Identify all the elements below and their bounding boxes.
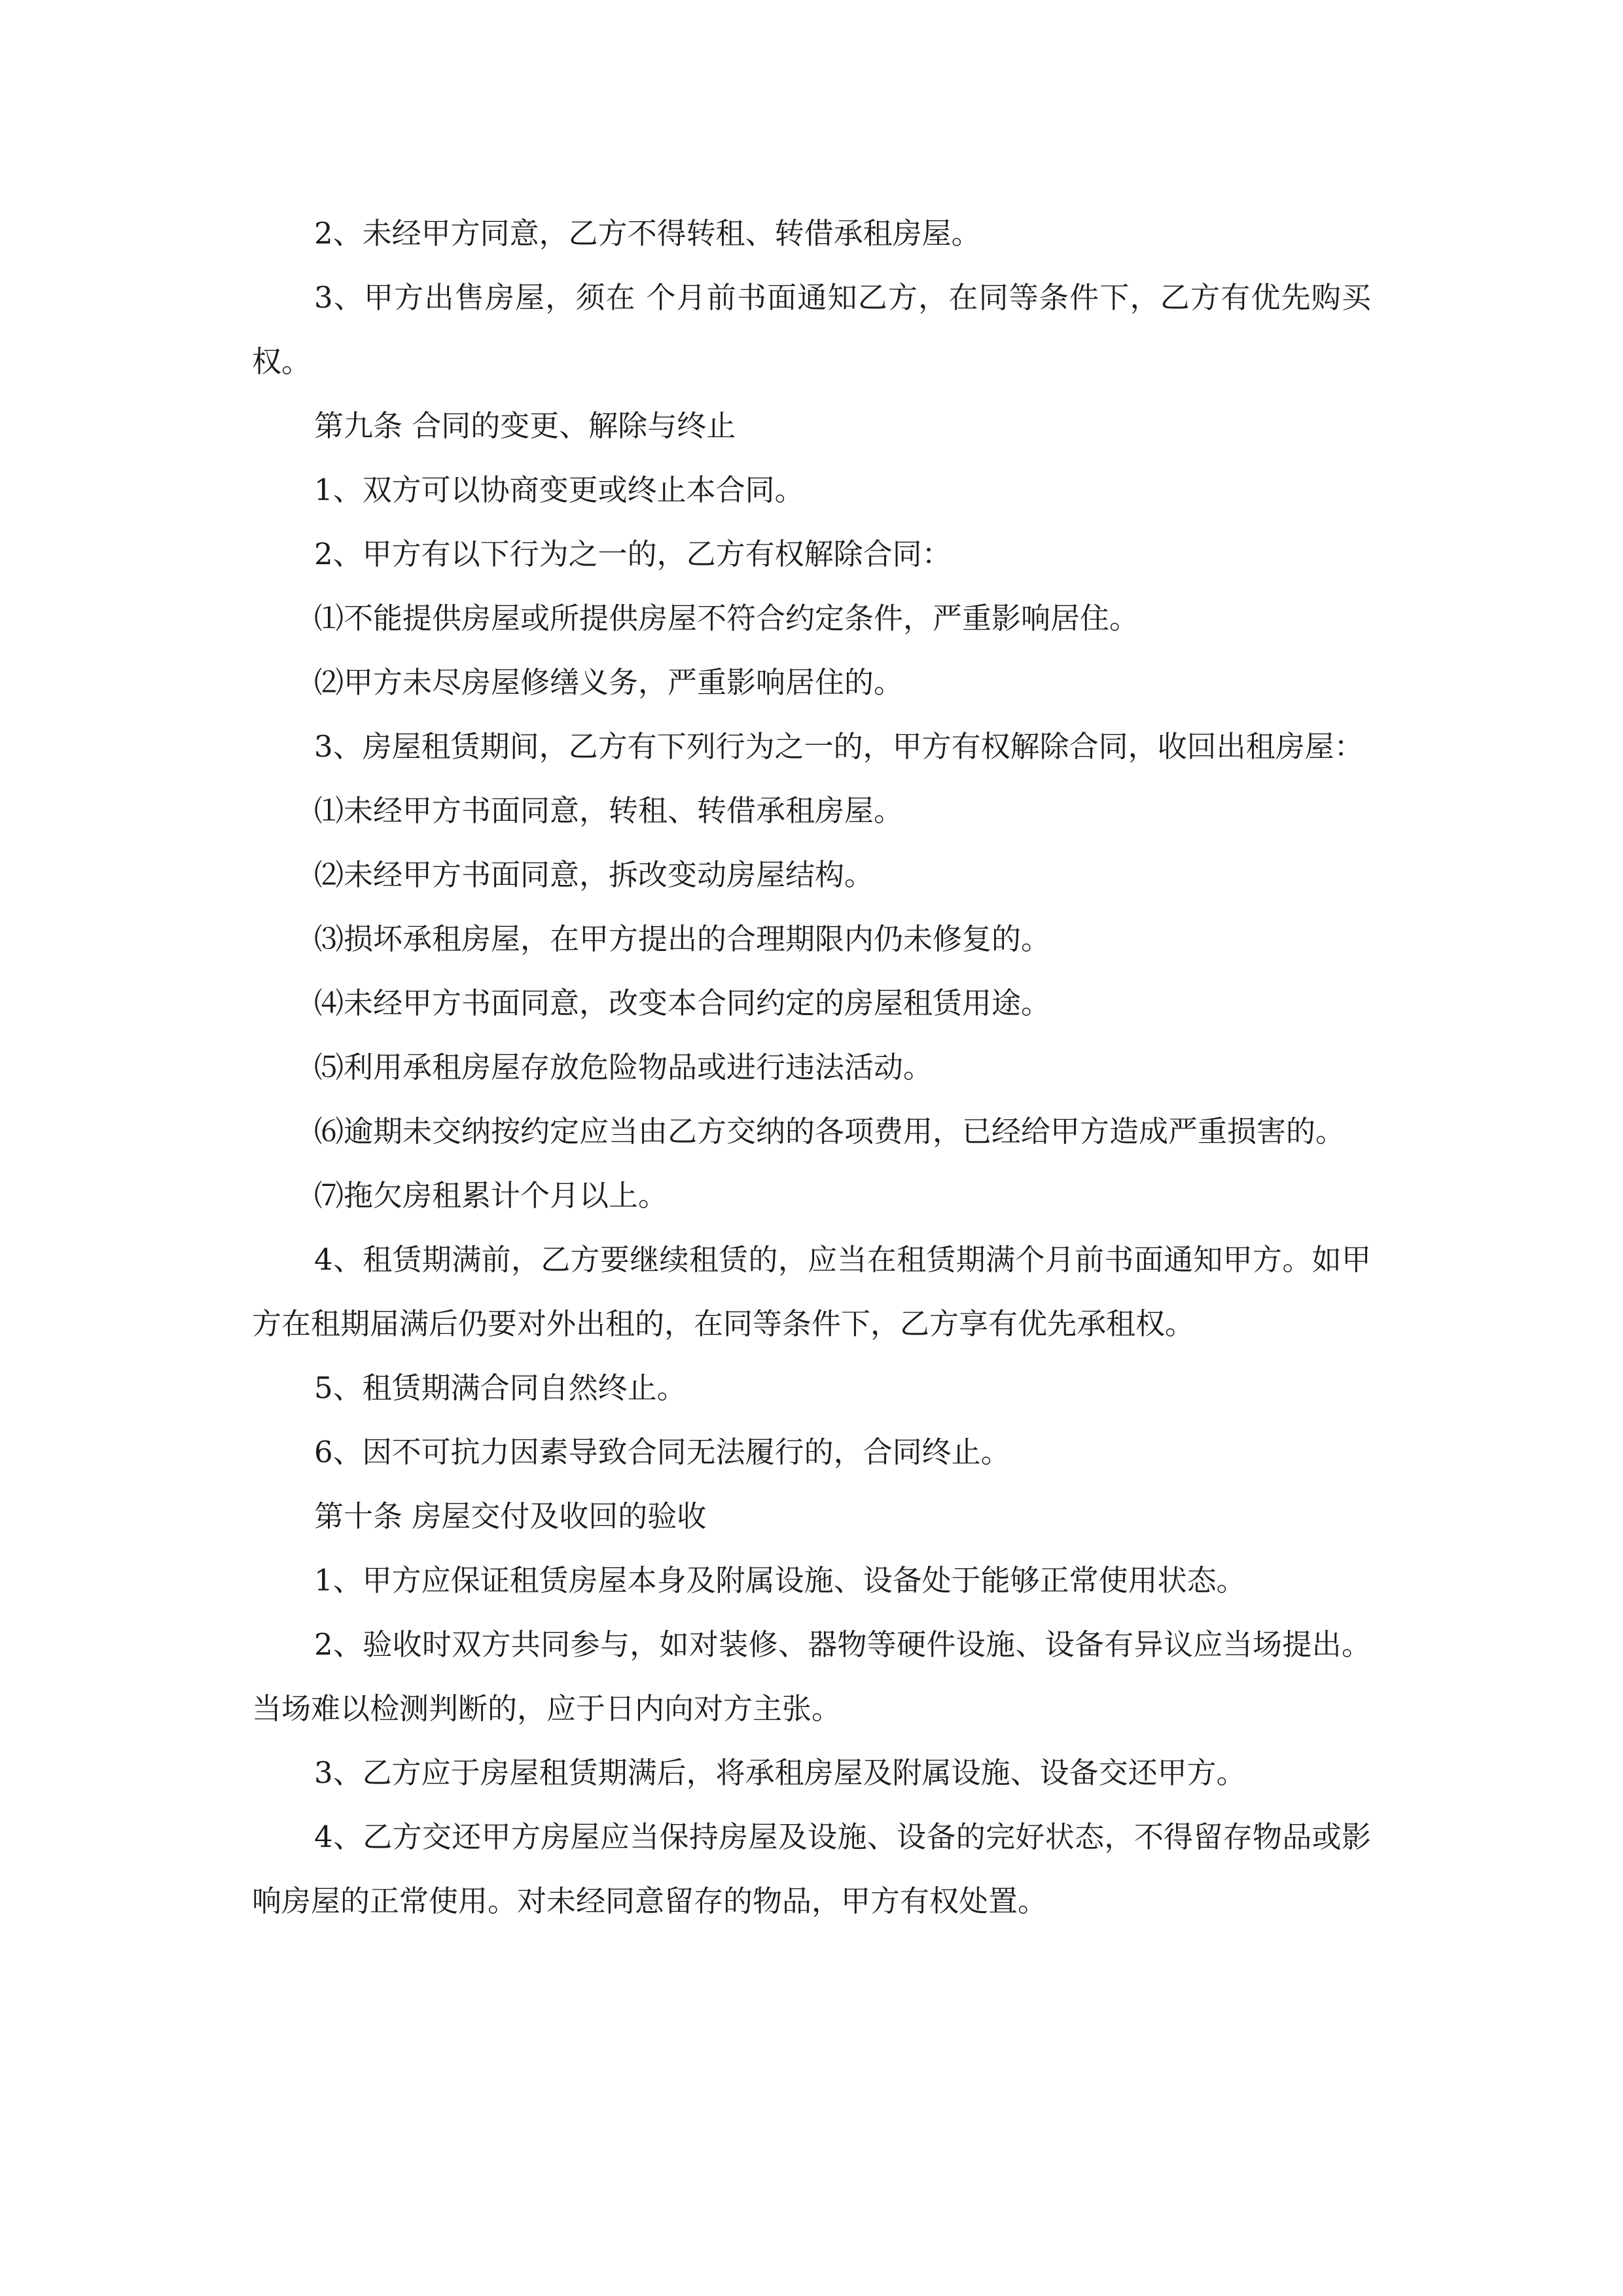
paragraph: 2、甲方有以下行为之一的，乙方有权解除合同： xyxy=(314,537,952,571)
section-heading: 第九条 合同的变更、解除与终止 xyxy=(314,408,736,443)
paragraph: 2、未经甲方同意，乙方不得转租、转借承租房屋。 xyxy=(314,216,981,251)
paragraph: 3、房屋租赁期间，乙方有下列行为之一的，甲方有权解除合同，收回出租房屋： xyxy=(314,729,1364,764)
paragraph: 4、租赁期满前，乙方要继续租赁的，应当在租赁期满个月前书面通知甲方。如甲方在租期届满后仍要对外出租的，在同等条件下，乙方享有优先承租权。 xyxy=(252,1242,1371,1341)
list-item: ⑴未经甲方书面同意，转租、转借承租房屋。 xyxy=(314,793,904,828)
list-item: ⑸利用承租房屋存放危险物品或进行违法活动。 xyxy=(314,1050,933,1085)
list-item: ⑶损坏承租房屋，在甲方提出的合理期限内仍未修复的。 xyxy=(314,922,1051,956)
paragraph: 2、验收时双方共同参与，如对装修、器物等硬件设施、设备有异议应当场提出。当场难以检测判断的，应于日内向对方主张。 xyxy=(252,1627,1371,1726)
paragraph: 3、乙方应于房屋租赁期满后，将承租房屋及附属设施、设备交还甲方。 xyxy=(314,1755,1246,1790)
paragraph: 1、双方可以协商变更或终止本合同。 xyxy=(314,473,804,507)
paragraph: 4、乙方交还甲方房屋应当保持房屋及设施、设备的完好状态，不得留存物品或影响房屋的正常使用。对未经同意留存的物品，甲方有权处置。 xyxy=(252,1820,1371,1918)
paragraph: 3、甲方出售房屋，须在 个月前书面通知乙方，在同等条件下，乙方有优先购买权。 xyxy=(252,280,1371,379)
list-item: ⑵未经甲方书面同意，拆改变动房屋结构。 xyxy=(314,857,874,892)
list-item: ⑷未经甲方书面同意，改变本合同约定的房屋租赁用途。 xyxy=(314,986,1051,1020)
list-item: ⑵甲方未尽房屋修缮义务，严重影响居住的。 xyxy=(314,665,904,700)
section-heading: 第十条 房屋交付及收回的验收 xyxy=(314,1499,707,1534)
paragraph: 1、甲方应保证租赁房屋本身及附属设施、设备处于能够正常使用状态。 xyxy=(314,1563,1246,1598)
list-item: ⑹逾期未交纳按约定应当由乙方交纳的各项费用，已经给甲方造成严重损害的。 xyxy=(314,1114,1346,1149)
list-item: ⑺拖欠房租累计个月以上。 xyxy=(314,1178,668,1213)
list-item: ⑴不能提供房屋或所提供房屋不符合约定条件，严重影响居住。 xyxy=(314,601,1139,636)
paragraph: 5、租赁期满合同自然终止。 xyxy=(314,1371,687,1405)
document-body xyxy=(252,202,1371,1933)
paragraph: 6、因不可抗力因素导致合同无法履行的，合同终止。 xyxy=(314,1435,1010,1469)
